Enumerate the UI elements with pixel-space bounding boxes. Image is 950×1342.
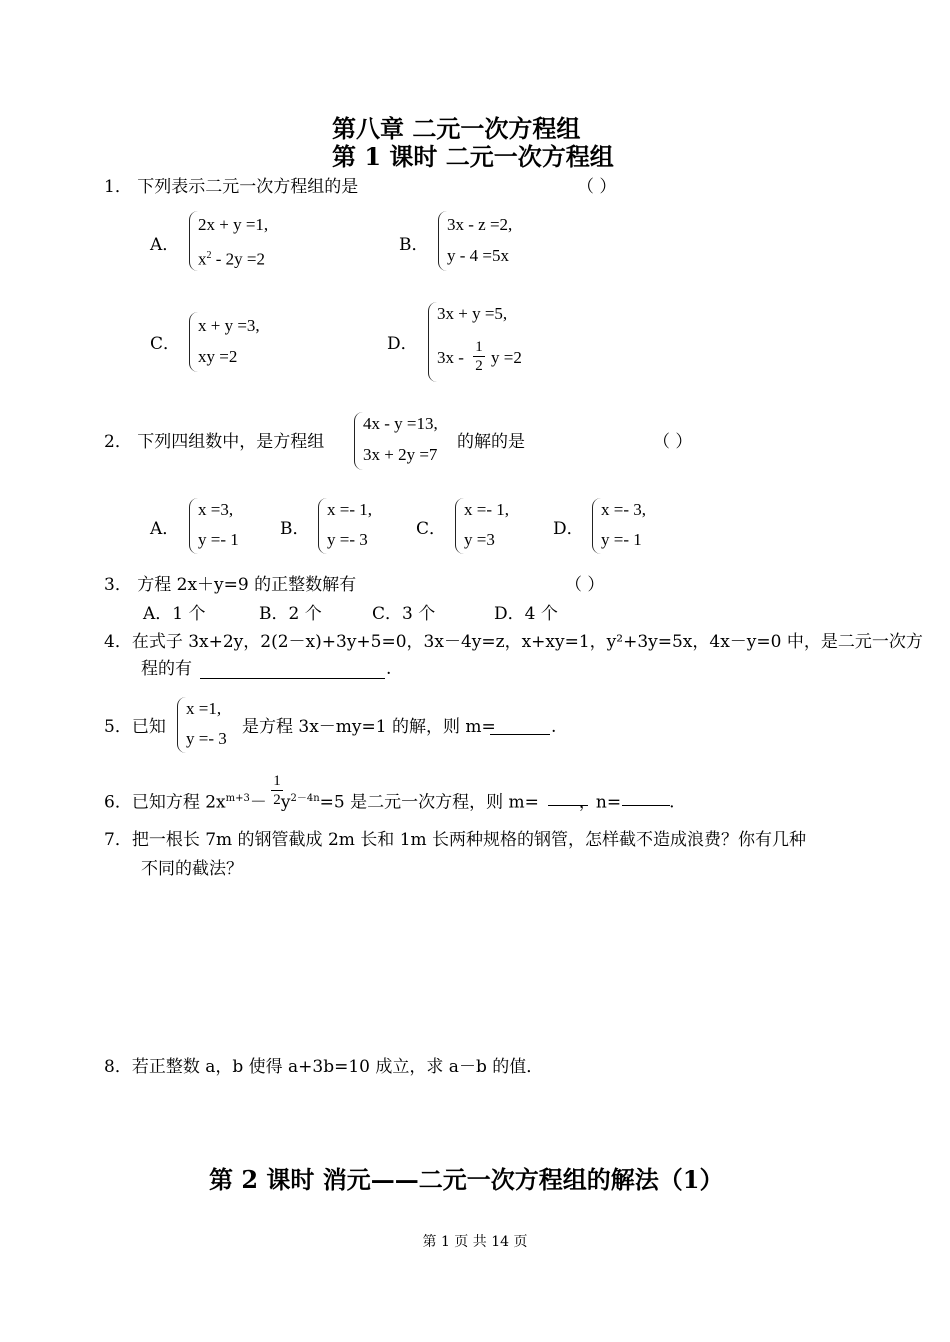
q6-m-blank[interactable]: [548, 805, 588, 806]
q6-minus: －: [249, 792, 267, 813]
q2-option-d-label: D．: [553, 519, 584, 539]
q2-stem-start: 2． 下列四组数中，是方程组: [104, 432, 325, 452]
q5-answer-blank[interactable]: [490, 734, 550, 735]
q3-option-b: B．2 个: [259, 604, 322, 624]
q1-option-a-label: A．: [150, 235, 180, 255]
system-line-2: xy =2: [198, 347, 238, 366]
q2-option-c-system: [455, 498, 526, 554]
x-var: x: [198, 249, 207, 269]
page-footer: 第 1 页 共 14 页: [422, 1234, 528, 1250]
q5-end-period: .: [551, 717, 557, 737]
q2-option-c-label: C．: [416, 519, 447, 539]
q6-y: y: [280, 792, 291, 813]
q3-option-d: D．4 个: [494, 604, 558, 624]
q2-option-d-system: [592, 498, 663, 554]
q2-stem-end: 的解的是: [457, 432, 525, 452]
q3-option-c: C．3 个: [372, 604, 436, 624]
q6-exp-2: 2－4n: [290, 793, 320, 804]
system-line-2: y =- 1: [601, 530, 642, 549]
q2-answer-paren: （ ）: [653, 432, 693, 452]
chapter-title: 第八章 二元一次方程组: [332, 114, 581, 143]
q2-system: [354, 412, 455, 470]
system-line-1: 2x + y =1,: [198, 215, 269, 234]
q6-exp-1: m+3: [225, 793, 250, 804]
q1-option-b-system: [438, 211, 559, 271]
system-line-1: x =1,: [186, 699, 222, 718]
q6-post: =5 是二元一次方程，则 m=: [319, 792, 539, 813]
q4-answer-blank[interactable]: [200, 678, 385, 679]
system-line-1: x =- 1,: [327, 500, 372, 519]
q5-stem-end: 是方程 3x－my=1 的解，则 m=: [242, 717, 496, 737]
q3-option-a: A．1 个: [143, 604, 206, 624]
q6-pre: 6．已知方程 2x: [104, 792, 226, 813]
q6-fraction-half: [271, 772, 283, 809]
q5-stem-start: 5．已知: [104, 717, 166, 737]
denominator: 2: [475, 358, 483, 374]
numerator: 1: [271, 772, 283, 791]
q4-end-period: .: [386, 659, 392, 679]
q2-option-a-system: [189, 498, 260, 554]
system-line-2: y =- 3: [327, 530, 368, 549]
system-line-1: 3x - z =2,: [447, 215, 513, 234]
lesson1-title: 第 1 课时 二元一次方程组: [332, 142, 614, 171]
q2-option-a-label: A．: [150, 519, 180, 539]
numerator: 1: [473, 338, 485, 357]
system-line-2: [198, 246, 265, 270]
q1-option-b-label: B．: [399, 235, 429, 255]
exponent: 2: [206, 250, 212, 261]
q3-stem: 3． 方程 2x＋y=9 的正整数解有: [104, 575, 357, 595]
q1-option-d-label: D．: [387, 334, 418, 354]
q3-answer-paren: （ ）: [565, 575, 605, 595]
q7-line-1: 7．把一根长 7m 的钢管截成 2m 长和 1m 长两种规格的钢管，怎样截不造成浪费？你有几种: [104, 830, 807, 850]
q8-text: 8．若正整数 a，b 使得 a+3b=10 成立，求 a－b 的值．: [104, 1057, 544, 1077]
q1-option-d-system: [428, 302, 549, 382]
system-line-2: y - 4 =5x: [447, 246, 509, 265]
q1-stem: 1． 下列表示二元一次方程组的是: [104, 177, 359, 197]
system-line-1: x + y =3,: [198, 316, 260, 335]
q1-option-c-system: [189, 312, 290, 372]
q6-stem: [104, 788, 674, 814]
denominator: 2: [273, 792, 281, 808]
system-line-2a: 3x -: [437, 348, 464, 367]
expr: - 2y =2: [211, 249, 265, 269]
fraction-half: [473, 338, 485, 375]
q4-line-2: 程的有: [141, 659, 192, 679]
q6-end: .: [669, 792, 675, 813]
system-line-1: 3x + y =5,: [437, 304, 508, 323]
q1-option-c-label: C．: [150, 334, 181, 354]
q6-n-blank[interactable]: [622, 805, 670, 806]
q2-option-b-label: B．: [280, 519, 310, 539]
system-line-1: x =- 1,: [464, 500, 509, 519]
system-line-1: x =- 3,: [601, 500, 646, 519]
system-line-2b: y =2: [491, 348, 522, 367]
system-line-1: x =3,: [198, 500, 234, 519]
q1-option-a-system: [189, 211, 310, 271]
system-line-2: 3x + 2y =7: [363, 445, 438, 464]
q2-option-b-system: [318, 498, 389, 554]
system-line-2: y =3: [464, 530, 495, 549]
lesson2-title: 第 2 课时 消元——二元一次方程组的解法（1）: [209, 1165, 724, 1194]
q5-system: [177, 697, 248, 753]
system-line-2: y =- 3: [186, 729, 227, 748]
q6-sep: ，n=: [578, 792, 622, 813]
q1-answer-paren: （ ）: [577, 177, 617, 197]
q4-line-1: 4．在式子 3x+2y，2(2－x)+3y+5=0，3x－4y=z，x+xy=1，y²+3y=5x，4x－y=0 中，是二元一次方: [104, 632, 923, 652]
q7-line-2: 不同的截法？: [141, 859, 243, 879]
system-line-2: y =- 1: [198, 530, 239, 549]
system-line-1: 4x - y =13,: [363, 414, 438, 433]
